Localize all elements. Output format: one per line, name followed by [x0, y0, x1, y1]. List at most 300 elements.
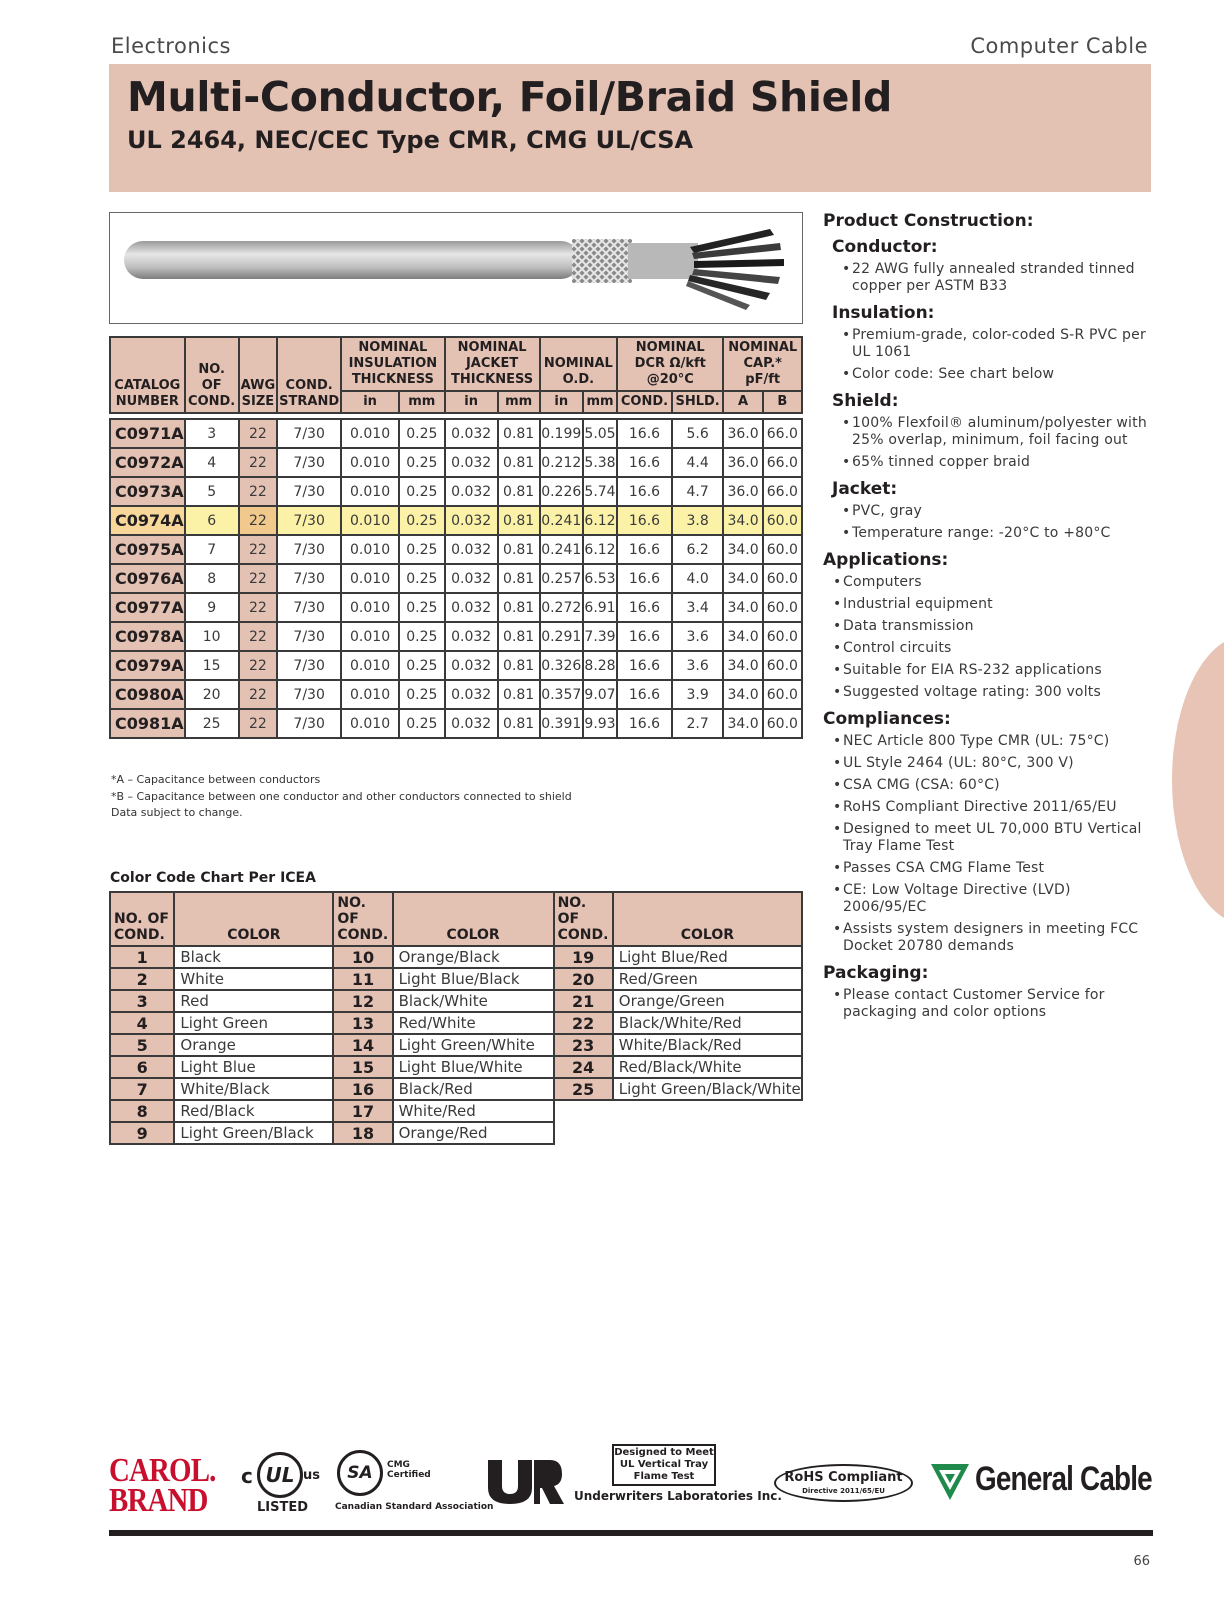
table-cell: 0.010 [341, 419, 399, 448]
table-cell: 34.0 [723, 709, 762, 738]
table-cell: 0.391 [540, 709, 583, 738]
table-cell: 0.010 [341, 506, 399, 535]
catalog-number-cell: C0975A [110, 535, 185, 564]
conductor-number: 11 [333, 968, 392, 990]
table-cell: 34.0 [723, 593, 762, 622]
list-item: • Computers [823, 574, 1153, 591]
table-cell: 0.241 [540, 506, 583, 535]
table-row [110, 535, 802, 564]
page-title: Multi-Conductor, Foil/Braid Shield [127, 73, 892, 121]
applications-heading: Applications: [823, 550, 949, 570]
spec-table [109, 336, 803, 739]
table-cell: 5.38 [583, 448, 617, 477]
catalog-number-cell: C0980A [110, 680, 185, 709]
table-cell: 34.0 [723, 535, 762, 564]
table-cell: 22 [239, 506, 278, 535]
catalog-number-cell: C0981A [110, 709, 185, 738]
list-item: • Color code: See chart below [832, 366, 1153, 383]
header-no-cond: NO. OF COND. [333, 892, 392, 946]
table-cell: 60.0 [763, 564, 802, 593]
table-cell: 16.6 [617, 593, 672, 622]
conductor-number: 6 [110, 1056, 174, 1078]
table-row [110, 506, 802, 535]
color-chart-table [109, 891, 803, 1145]
compliances-heading: Compliances: [823, 709, 951, 729]
table-cell: 0.326 [540, 651, 583, 680]
conductor-number: 18 [333, 1122, 392, 1144]
table-cell: 66.0 [763, 419, 802, 448]
catalog-number-cell: C0976A [110, 564, 185, 593]
table-cell: 4 [185, 448, 239, 477]
conductor-number: 23 [554, 1034, 613, 1056]
table-cell: 16.6 [617, 680, 672, 709]
table-cell: 60.0 [763, 651, 802, 680]
header-color: COLOR [174, 892, 333, 946]
table-row [110, 1078, 802, 1100]
table-cell: 0.81 [498, 564, 540, 593]
table-cell: 0.81 [498, 622, 540, 651]
header-cond: COND. [617, 391, 672, 413]
table-cell: 22 [239, 622, 278, 651]
table-row [110, 651, 802, 680]
list-item: • CSA CMG (CSA: 60°C) [823, 777, 1153, 794]
table-cell: 60.0 [763, 535, 802, 564]
conductor-color: Light Blue/White [393, 1056, 554, 1078]
jacket-heading: Jacket: [832, 479, 898, 499]
empty-cell [613, 1122, 802, 1144]
table-cell: 15 [185, 651, 239, 680]
general-cable-logo: General Cable [929, 1458, 1153, 1508]
table-cell: 66.0 [763, 477, 802, 506]
catalog-number-cell: C0978A [110, 622, 185, 651]
table-cell: 20 [185, 680, 239, 709]
conductor-color: Light Green/White [393, 1034, 554, 1056]
table-cell: 3.4 [672, 593, 724, 622]
empty-cell [613, 1100, 802, 1122]
table-cell: 7/30 [277, 448, 341, 477]
table-cell: 16.6 [617, 622, 672, 651]
table-cell: 0.032 [445, 564, 498, 593]
catalog-number-cell: C0979A [110, 651, 185, 680]
table-cell: 0.81 [498, 448, 540, 477]
header-in: in [540, 391, 583, 413]
table-cell: 0.032 [445, 535, 498, 564]
table-cell: 0.291 [540, 622, 583, 651]
table-cell: 7/30 [277, 506, 341, 535]
ul-recognized-logo [484, 1456, 564, 1506]
header-mm: mm [399, 391, 445, 413]
table-cell: 0.032 [445, 622, 498, 651]
table-cell: 22 [239, 593, 278, 622]
table-cell: 6 [185, 506, 239, 535]
table-cell: 0.032 [445, 477, 498, 506]
table-cell: 0.25 [399, 535, 445, 564]
table-cell: 3.9 [672, 680, 724, 709]
table-cell: 3.6 [672, 651, 724, 680]
table-row [110, 1100, 802, 1122]
table-cell: 0.81 [498, 709, 540, 738]
list-item: • Designed to meet UL 70,000 BTU Vertical Tray Flame Test [823, 821, 1153, 855]
conductor-number: 8 [110, 1100, 174, 1122]
table-row [110, 593, 802, 622]
empty-cell [554, 1100, 613, 1122]
header-no-cond: NO. OF COND. [554, 892, 613, 946]
conductor-color: Light Blue/Black [393, 968, 554, 990]
section-label: Electronics [111, 34, 231, 58]
table-row [110, 1034, 802, 1056]
table-cell: 5.05 [583, 419, 617, 448]
general-cable-shield-icon [929, 1460, 971, 1502]
table-cell: 7/30 [277, 593, 341, 622]
table-cell: 16.6 [617, 477, 672, 506]
table-cell: 6.2 [672, 535, 724, 564]
catalog-number-cell: C0972A [110, 448, 185, 477]
conductor-color: Black/White [393, 990, 554, 1012]
conductor-heading: Conductor: [832, 237, 938, 257]
construction-heading: Product Construction: [823, 211, 1034, 231]
conductor-number: 10 [333, 946, 392, 968]
table-cell: 22 [239, 709, 278, 738]
catalog-number-cell: C0973A [110, 477, 185, 506]
table-cell: 16.6 [617, 419, 672, 448]
conductor-number: 20 [554, 968, 613, 990]
header-a: A [723, 391, 762, 413]
table-row [110, 946, 802, 968]
conductor-color: Light Green [174, 1012, 333, 1034]
table-cell: 7/30 [277, 680, 341, 709]
table-cell: 6.12 [583, 506, 617, 535]
table-cell: 0.010 [341, 593, 399, 622]
table-cell: 34.0 [723, 651, 762, 680]
table-cell: 0.25 [399, 593, 445, 622]
table-cell: 22 [239, 448, 278, 477]
table-cell: 7/30 [277, 535, 341, 564]
conductor-number: 14 [333, 1034, 392, 1056]
table-cell: 0.81 [498, 651, 540, 680]
table-cell: 0.226 [540, 477, 583, 506]
table-cell: 0.010 [341, 680, 399, 709]
footnote-a: *A – Capacitance between conductors [111, 773, 321, 786]
list-item: • Suitable for EIA RS-232 applications [823, 662, 1153, 679]
table-row [110, 1122, 802, 1144]
conductor-color: White/Black [174, 1078, 333, 1100]
header-no-cond: NO. OF COND. [185, 337, 239, 413]
shield-list [832, 415, 1153, 471]
table-row [110, 990, 802, 1012]
table-cell: 25 [185, 709, 239, 738]
table-cell: 5.6 [672, 419, 724, 448]
conductor-number: 25 [554, 1078, 613, 1100]
table-cell: 22 [239, 651, 278, 680]
table-cell: 0.25 [399, 477, 445, 506]
footnote-disclaimer: Data subject to change. [111, 806, 243, 819]
table-cell: 9.93 [583, 709, 617, 738]
table-cell: 3 [185, 419, 239, 448]
ul-listed-logo: c UL us LISTED [241, 1450, 331, 1520]
cable-illustration [110, 213, 802, 323]
rohs-logo: RoHS Compliant Directive 2011/65/EU [774, 1464, 913, 1502]
table-row [110, 968, 802, 990]
list-item: • Control circuits [823, 640, 1153, 657]
table-cell: 0.25 [399, 419, 445, 448]
table-row [110, 709, 802, 738]
table-cell: 7/30 [277, 419, 341, 448]
conductor-color: Black/Red [393, 1078, 554, 1100]
header-shld: SHLD. [672, 391, 724, 413]
conductor-color: White/Red [393, 1100, 554, 1122]
table-cell: 60.0 [763, 680, 802, 709]
conductor-number: 15 [333, 1056, 392, 1078]
table-cell: 0.25 [399, 506, 445, 535]
header-in: in [341, 391, 399, 413]
table-cell: 6.12 [583, 535, 617, 564]
header-insulation: NOMINAL INSULATION THICKNESS [341, 337, 444, 391]
insulation-heading: Insulation: [832, 303, 935, 323]
table-cell: 16.6 [617, 506, 672, 535]
catalog-number-cell: C0974A [110, 506, 185, 535]
table-row [110, 680, 802, 709]
table-cell: 34.0 [723, 680, 762, 709]
conductor-color: Orange/Green [613, 990, 802, 1012]
list-item: • 22 AWG fully annealed stranded tinned copper per ASTM B33 [832, 261, 1153, 295]
conductor-color: Red/White [393, 1012, 554, 1034]
table-row [110, 622, 802, 651]
header-awg: AWG SIZE [239, 337, 278, 413]
table-row [110, 1056, 802, 1078]
list-item: • RoHS Compliant Directive 2011/65/EU [823, 799, 1153, 816]
conductor-color: White/Black/Red [613, 1034, 802, 1056]
catalog-number-cell: C0977A [110, 593, 185, 622]
conductor-color: Red/Black [174, 1100, 333, 1122]
conductor-color: White [174, 968, 333, 990]
table-cell: 22 [239, 477, 278, 506]
table-cell: 7/30 [277, 709, 341, 738]
list-item: • 100% Flexfoil® aluminum/polyester with 25% overlap, minimum, foil facing out [832, 415, 1153, 449]
table-cell: 60.0 [763, 622, 802, 651]
conductor-color: Orange/Black [393, 946, 554, 968]
header-cap: NOMINAL CAP.* pF/ft [723, 337, 802, 391]
conductor-number: 24 [554, 1056, 613, 1078]
category-label: Computer Cable [970, 34, 1148, 58]
table-cell: 34.0 [723, 622, 762, 651]
decorative-circle [1172, 635, 1224, 925]
conductor-number: 22 [554, 1012, 613, 1034]
table-cell: 8 [185, 564, 239, 593]
table-cell: 4.4 [672, 448, 724, 477]
table-cell: 5 [185, 477, 239, 506]
table-cell: 0.032 [445, 448, 498, 477]
insulation-list [832, 327, 1153, 383]
table-cell: 7/30 [277, 622, 341, 651]
header-color: COLOR [393, 892, 554, 946]
list-item: • CE: Low Voltage Directive (LVD) 2006/95/EC [823, 882, 1153, 916]
table-cell: 4.0 [672, 564, 724, 593]
header-jacket: NOMINAL JACKET THICKNESS [445, 337, 540, 391]
list-item: • PVC, gray [832, 503, 1153, 520]
table-cell: 60.0 [763, 593, 802, 622]
table-cell: 9 [185, 593, 239, 622]
applications-list [823, 574, 1153, 701]
empty-cell [554, 1122, 613, 1144]
table-cell: 0.25 [399, 448, 445, 477]
conductor-number: 12 [333, 990, 392, 1012]
footer-rule [109, 1530, 1153, 1536]
conductor-color: Black/White/Red [613, 1012, 802, 1034]
table-cell: 0.010 [341, 709, 399, 738]
conductor-number: 3 [110, 990, 174, 1012]
table-cell: 6.53 [583, 564, 617, 593]
conductor-number: 17 [333, 1100, 392, 1122]
table-cell: 0.25 [399, 680, 445, 709]
table-cell: 0.81 [498, 477, 540, 506]
carol-brand-logo: CAROL. BRAND [109, 1452, 216, 1519]
table-cell: 3.8 [672, 506, 724, 535]
cable-photo [109, 212, 803, 324]
table-cell: 0.010 [341, 477, 399, 506]
table-cell: 6.91 [583, 593, 617, 622]
table-cell: 0.032 [445, 680, 498, 709]
conductor-color: Light Blue/Red [613, 946, 802, 968]
table-cell: 7.39 [583, 622, 617, 651]
list-item: • Please contact Customer Service for packaging and color options [823, 987, 1153, 1021]
table-cell: 0.212 [540, 448, 583, 477]
color-chart-title: Color Code Chart Per ICEA [110, 870, 316, 886]
table-cell: 4.7 [672, 477, 724, 506]
table-cell: 7 [185, 535, 239, 564]
table-cell: 0.010 [341, 651, 399, 680]
conductor-color: Orange/Red [393, 1122, 554, 1144]
table-cell: 0.010 [341, 564, 399, 593]
table-cell: 36.0 [723, 477, 762, 506]
conductor-number: 2 [110, 968, 174, 990]
table-cell: 0.010 [341, 448, 399, 477]
table-cell: 0.032 [445, 506, 498, 535]
conductor-color: Black [174, 946, 333, 968]
list-item: • 65% tinned copper braid [832, 454, 1153, 471]
table-cell: 0.25 [399, 651, 445, 680]
conductor-number: 7 [110, 1078, 174, 1100]
table-cell: 16.6 [617, 535, 672, 564]
product-details [823, 207, 1153, 1026]
jacket-list [832, 503, 1153, 542]
ur-mark-icon [484, 1456, 564, 1506]
table-cell: 22 [239, 680, 278, 709]
table-cell: 0.81 [498, 506, 540, 535]
list-item: • Data transmission [823, 618, 1153, 635]
conductor-color: Red/Black/White [613, 1056, 802, 1078]
table-cell: 8.28 [583, 651, 617, 680]
table-cell: 60.0 [763, 506, 802, 535]
table-cell: 0.010 [341, 535, 399, 564]
list-item: • UL Style 2464 (UL: 80°C, 300 V) [823, 755, 1153, 772]
conductor-color: Orange [174, 1034, 333, 1056]
table-cell: 66.0 [763, 448, 802, 477]
table-cell: 0.25 [399, 622, 445, 651]
table-cell: 0.199 [540, 419, 583, 448]
table-cell: 0.032 [445, 709, 498, 738]
table-row [110, 564, 802, 593]
conductor-color: Light Green/Black [174, 1122, 333, 1144]
table-row [110, 477, 802, 506]
conductor-color: Red [174, 990, 333, 1012]
table-cell: 22 [239, 564, 278, 593]
conductor-number: 21 [554, 990, 613, 1012]
table-cell: 0.81 [498, 419, 540, 448]
shield-heading: Shield: [832, 391, 899, 411]
conductor-number: 9 [110, 1122, 174, 1144]
table-cell: 0.257 [540, 564, 583, 593]
table-cell: 16.6 [617, 709, 672, 738]
table-cell: 0.241 [540, 535, 583, 564]
table-cell: 2.7 [672, 709, 724, 738]
table-cell: 36.0 [723, 419, 762, 448]
table-cell: 34.0 [723, 564, 762, 593]
table-row [110, 1012, 802, 1034]
conductor-number: 16 [333, 1078, 392, 1100]
conductor-list [832, 261, 1153, 295]
csa-logo: SA CMG Certified Canadian Standard Association [335, 1450, 475, 1520]
page-number: 66 [1133, 1554, 1150, 1569]
page-subtitle: UL 2464, NEC/CEC Type CMR, CMG UL/CSA [127, 126, 694, 154]
compliances-list [823, 733, 1153, 955]
table-cell: 16.6 [617, 564, 672, 593]
table-cell: 7/30 [277, 477, 341, 506]
table-cell: 5.74 [583, 477, 617, 506]
table-cell: 0.81 [498, 535, 540, 564]
header-od: NOMINAL O.D. [540, 337, 618, 391]
table-cell: 0.25 [399, 709, 445, 738]
header-b: B [763, 391, 802, 413]
table-cell: 16.6 [617, 651, 672, 680]
table-cell: 0.032 [445, 593, 498, 622]
table-cell: 3.6 [672, 622, 724, 651]
table-cell: 36.0 [723, 448, 762, 477]
header-mm: mm [583, 391, 617, 413]
table-cell: 0.032 [445, 419, 498, 448]
table-cell: 22 [239, 419, 278, 448]
list-item: • NEC Article 800 Type CMR (UL: 75°C) [823, 733, 1153, 750]
conductor-color: Light Blue [174, 1056, 333, 1078]
table-row [110, 448, 802, 477]
header-dcr: NOMINAL DCR Ω/kft @20°C [617, 337, 723, 391]
list-item: • Premium-grade, color-coded S-R PVC per UL 1061 [832, 327, 1153, 361]
list-item: • Temperature range: -20°C to +80°C [832, 525, 1153, 542]
table-cell: 16.6 [617, 448, 672, 477]
table-cell: 10 [185, 622, 239, 651]
table-cell: 22 [239, 535, 278, 564]
conductor-number: 5 [110, 1034, 174, 1056]
conductor-number: 19 [554, 946, 613, 968]
header-color: COLOR [613, 892, 802, 946]
table-cell: 9.07 [583, 680, 617, 709]
table-cell: 0.357 [540, 680, 583, 709]
header-in: in [445, 391, 498, 413]
packaging-heading: Packaging: [823, 963, 929, 983]
header-mm: mm [498, 391, 540, 413]
header-strand: COND. STRAND [277, 337, 341, 413]
header-no-cond: NO. OF COND. [110, 892, 174, 946]
conductor-number: 13 [333, 1012, 392, 1034]
table-cell: 0.81 [498, 680, 540, 709]
footnote-b: *B – Capacitance between one conductor and other conductors connected to shield [111, 789, 572, 803]
list-item: • Industrial equipment [823, 596, 1153, 613]
catalog-number-cell: C0971A [110, 419, 185, 448]
table-cell: 0.032 [445, 651, 498, 680]
conductor-color: Red/Green [613, 968, 802, 990]
conductor-number: 4 [110, 1012, 174, 1034]
table-row [110, 419, 802, 448]
table-cell: 0.272 [540, 593, 583, 622]
